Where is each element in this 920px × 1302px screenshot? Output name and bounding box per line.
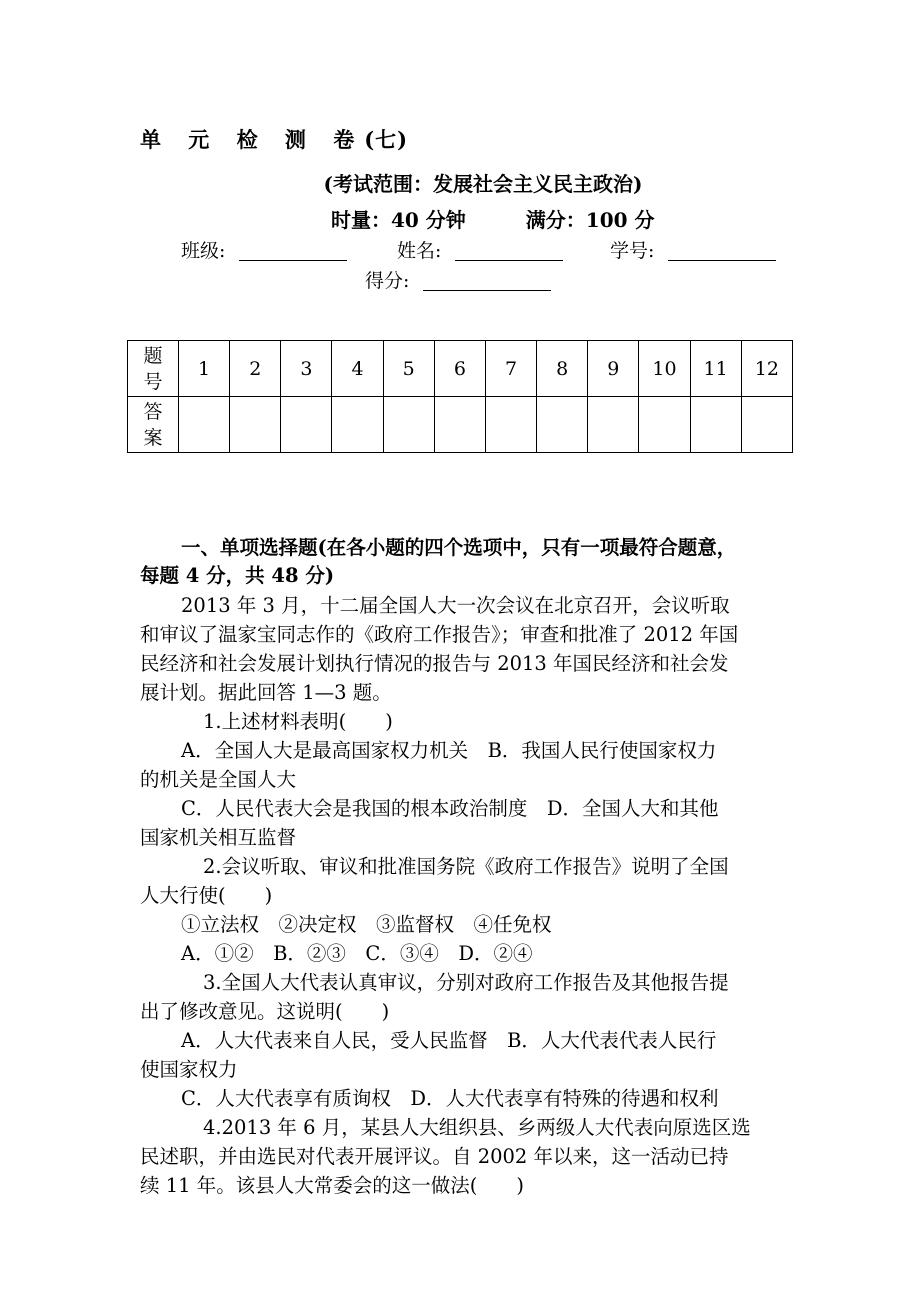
- question-1-options-cd-cont: 国家机关相互监督: [140, 826, 297, 849]
- answer-header: [128, 397, 179, 453]
- answer-cell[interactable]: [485, 397, 536, 453]
- question-4-stem-cont-2: 续 11 年。该县人大常委会的这一做法( ): [140, 1174, 524, 1197]
- score-label: 得分:: [365, 270, 410, 292]
- material-line-2: 和审议了温家宝同志作的《政府工作报告》；审查和批准了 2012 年国: [140, 623, 739, 646]
- question-number-row: [128, 341, 793, 397]
- answer-cell[interactable]: [741, 397, 792, 453]
- answer-row: [128, 397, 793, 453]
- name-label: 姓名:: [397, 240, 442, 262]
- score-input-line[interactable]: [423, 270, 551, 291]
- question-number-cell: 11: [690, 341, 741, 397]
- header-char: 号: [143, 370, 163, 393]
- answer-cell[interactable]: [281, 397, 332, 453]
- question-4-stem-cont-1: 民述职，并由选民对代表开展评议。自 2002 年以来，这一活动已持: [140, 1145, 729, 1168]
- answer-cell[interactable]: [639, 397, 690, 453]
- question-number-cell: 4: [332, 341, 383, 397]
- section-heading-line-1: 一、单项选择题(在各小题的四个选项中，只有一项最符合题意，: [181, 536, 737, 559]
- question-2-stem: 2.会议听取、审议和批准国务院《政府工作报告》说明了全国: [203, 855, 729, 878]
- question-3-options-cd: C．人大代表享有质询权 D．人大代表享有特殊的待遇和权利: [181, 1087, 719, 1110]
- answer-cell[interactable]: [690, 397, 741, 453]
- question-number-cell: 2: [230, 341, 281, 397]
- question-number-cell: 9: [588, 341, 639, 397]
- material-line-4: 展计划。据此回答 1—3 题。: [140, 681, 392, 704]
- answer-cell[interactable]: [537, 397, 588, 453]
- material-line-1: 2013 年 3 月，十二届全国人大一次会议在北京召开，会议听取: [181, 594, 730, 617]
- class-field: [181, 236, 347, 263]
- student-number-label: 学号:: [610, 240, 655, 262]
- question-2-options: A．①② B．②③ C．③④ D．②④: [181, 942, 533, 965]
- question-3-options-ab-cont: 使国家权力: [140, 1058, 238, 1081]
- question-1-options-ab-cont: 的机关是全国人大: [140, 768, 297, 791]
- exam-scope: (考试范围：发展社会主义民主政治): [323, 172, 643, 196]
- header-char: 答: [143, 400, 163, 423]
- question-number-cell: 10: [639, 341, 690, 397]
- question-2-stem-cont: 人大行使( ): [140, 884, 273, 907]
- name-field: [397, 236, 563, 263]
- exam-full-score: 满分：100 分: [525, 208, 655, 232]
- question-number-cell: 7: [485, 341, 536, 397]
- question-number-cell: 6: [434, 341, 485, 397]
- answer-cell[interactable]: [434, 397, 485, 453]
- question-number-cell: 8: [537, 341, 588, 397]
- section-heading-line-2: 每题 4 分，共 48 分): [140, 564, 335, 587]
- student-number-input-line[interactable]: [668, 240, 776, 261]
- class-label: 班级:: [181, 240, 226, 262]
- header-char: 案: [143, 426, 163, 449]
- unit-title-main: 单 元 检 测 卷: [140, 127, 365, 152]
- answer-cell[interactable]: [230, 397, 281, 453]
- answer-cell[interactable]: [588, 397, 639, 453]
- question-1-options-cd: C．人民代表大会是我国的根本政治制度 D．全国人大和其他: [181, 797, 719, 820]
- question-number-cell: 5: [383, 341, 434, 397]
- name-input-line[interactable]: [455, 240, 563, 261]
- student-number-field: [610, 236, 776, 263]
- class-input-line[interactable]: [239, 240, 347, 261]
- question-number-cell: 3: [281, 341, 332, 397]
- material-line-3: 民经济和社会发展计划执行情况的报告与 2013 年国民经济和社会发: [140, 652, 729, 675]
- question-3-stem-cont: 出了修改意见。这说明( ): [140, 1000, 390, 1023]
- question-number-cell: 12: [741, 341, 792, 397]
- header-char: 题: [143, 344, 163, 367]
- question-4-stem: 4.2013 年 6 月，某县人大组织县、乡两级人大代表向原选区选: [203, 1116, 751, 1139]
- question-number-header: [128, 341, 179, 397]
- question-3-options-ab: A．人大代表来自人民，受人民监督 B．人大代表代表人民行: [181, 1029, 717, 1052]
- answer-cell[interactable]: [383, 397, 434, 453]
- question-number-cell: 1: [179, 341, 230, 397]
- exam-time-and-score: [331, 204, 655, 233]
- unit-title: [140, 124, 408, 154]
- score-field: [365, 266, 551, 293]
- question-1-options-ab: A．全国人大是最高国家权力机关 B．我国人民行使国家权力: [181, 739, 717, 762]
- answer-cell[interactable]: [179, 397, 230, 453]
- answer-table: [127, 340, 793, 453]
- unit-title-number: (七): [364, 127, 409, 152]
- question-3-stem: 3.全国人大代表认真审议，分别对政府工作报告及其他报告提: [203, 971, 729, 994]
- answer-cell[interactable]: [332, 397, 383, 453]
- question-1-stem: 1.上述材料表明( ): [203, 710, 393, 733]
- exam-time: 时量：40 分钟: [331, 208, 466, 232]
- question-2-items: ①立法权 ②决定权 ③监督权 ④任免权: [181, 913, 552, 936]
